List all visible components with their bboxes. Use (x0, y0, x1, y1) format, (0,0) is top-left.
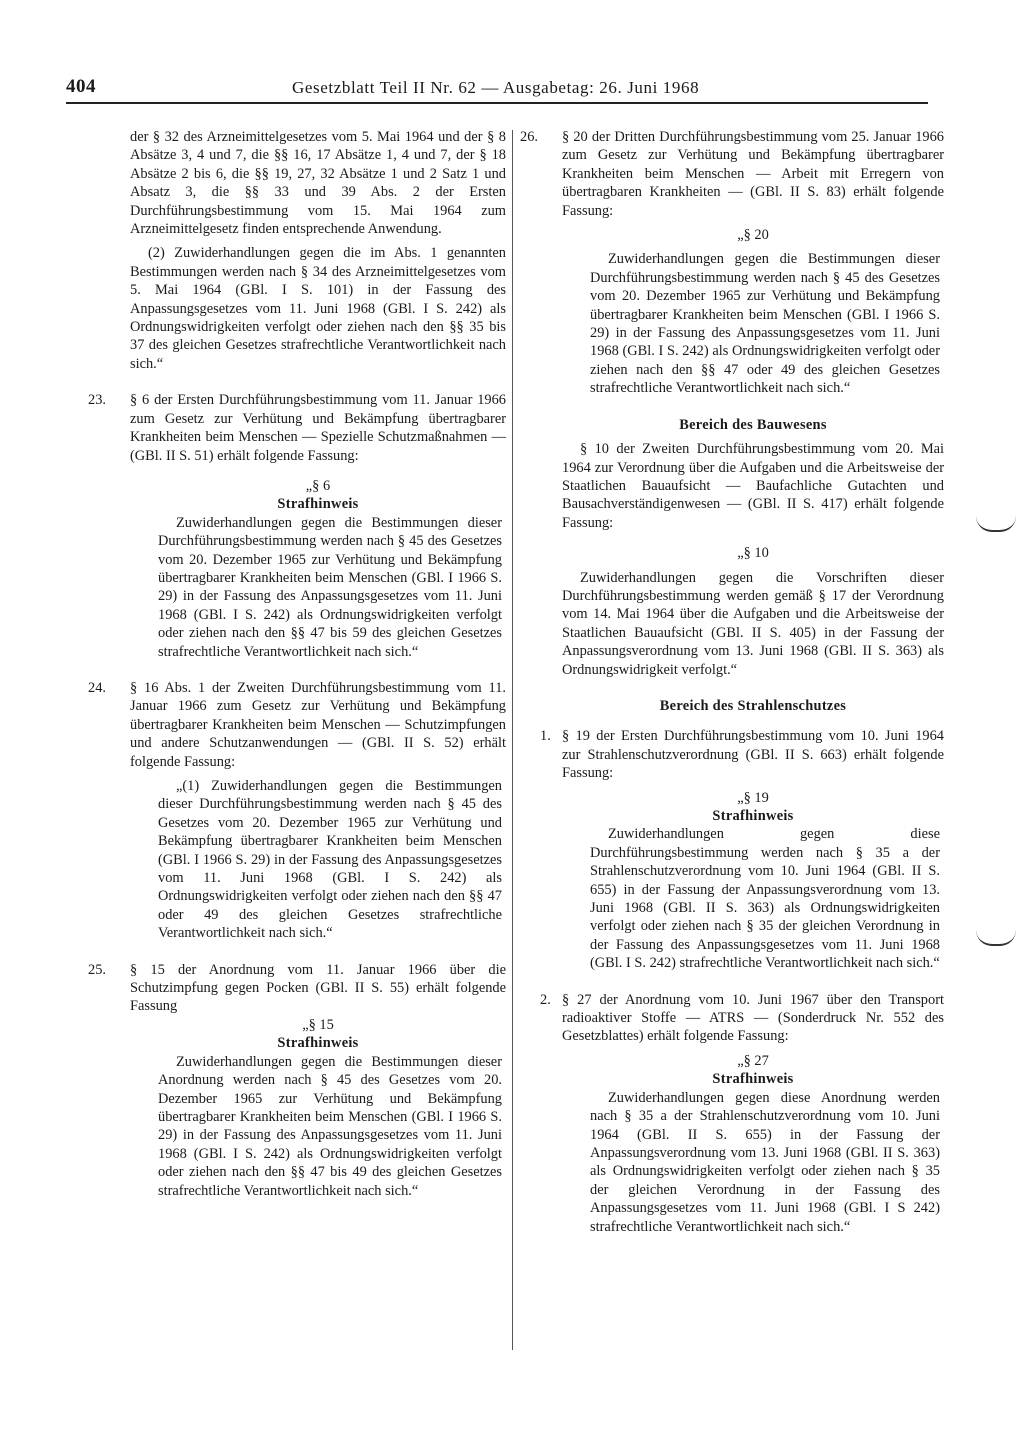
item-26 (520, 128, 944, 398)
item-intro: § 19 der Ersten Durchführungsbestimmung vom 10. Juni 1964 zur Strahlenschutzverordnung (GBl. II S. 663) erhält folgende Fassung: (562, 728, 944, 782)
section-heading: Strafhinweis (712, 808, 794, 824)
section-label: „§ 15 (302, 1016, 334, 1033)
page-header (66, 76, 928, 104)
continued-section (88, 128, 506, 373)
strahl-item-1 (520, 727, 944, 972)
binding-hole-mark (976, 930, 1016, 946)
section-body: Zuwiderhandlungen gegen die Vorschriften dieser Durchführungsbestimmung werden gemäß § 17 der Verordnung vom 14. Mai 1964 über die Aufgaben und die Arbeitsweise der Staatlichen Bauaufsicht (GBl. II S. 405) in der Fassung der Anpassungsverordnung vom 13. Juni 1968 (GBl. II S. 363) als Ordnungswidrigkeit verfolgt.“ (562, 569, 944, 678)
continued-paragraph: der § 32 des Arzneimittelgesetzes vom 5. Mai 1964 und der § 8 Absätze 3, 4 und 7, die §§ 16, 17 Absätze 1, 4 und 7, der § 18 Absätze 2 bis 6, die §§ 19, 27, 32 Absätze 1 und 2 Satz 1 und Absatz 3, die §§ 33 und 39 Abs. 2 der Ersten Durchführungsbestimmung vom 15. Mai 1964 zum Arzneimittelgesetz finden entsprechende Anwendung. (130, 129, 506, 238)
left-column (88, 128, 506, 1200)
item-24 (88, 679, 506, 943)
column-divider (512, 130, 513, 1350)
section-body: Zuwiderhandlungen gegen die Bestimmungen dieser Anordnung werden nach § 45 des Gesetzes vom 20. Dezember 1965 zur Verhütung und Bekämpfung übertragbarer Krankheiten beim Menschen (GBl. I 1966 S. 29) in der Fassung des Anpassungsgesetzes vom 11. Juni 1968 (GBl. I S. 242) als Ordnungswidrigkeiten verfolgt oder ziehen nach den §§ 47 bis 49 des gleichen Gesetzes strafrechtliche Verantwortlichkeit nach sich.“ (158, 1053, 502, 1199)
item-number: 23. (88, 392, 106, 409)
item-intro: § 6 der Ersten Durchführungsbestimmung vom 11. Januar 1966 zum Gesetz zur Verhütung und Bekämpfung übertragbarer Krankheiten beim Menschen — Spezielle Schutzmaßnahmen — (GBl. II S. 51) erhält folgende Fassung: (130, 392, 506, 464)
area-heading: Bereich des Strahlenschutzes (659, 697, 847, 714)
section-body: Zuwiderhandlungen gegen diese Durchführungsbestimmung werden nach § 35 a der Strahlenschutzverordnung vom 10. Juni 1964 (GBl. II S. 655) in der Fassung der Anpassungsverordnung vom 13. Juni 1968 (GBl. II S. 363) als Ordnungswidrigkeiten verfolgt oder ziehen nach § 35 der gleichen Verordnung in der Fassung des Anpassungsgesetzes vom 11. Juni 1968 (GBl. I S. 242) strafrechtliche Verantwortlichkeit nach sich.“ (590, 826, 940, 972)
item-number: 25. (88, 961, 106, 978)
item-intro: § 15 der Anordnung vom 11. Januar 1966 über die Schutzimpfung gegen Pocken (GBl. II S. 55) erhält folgende Fassung (130, 961, 506, 1015)
section-heading: Strafhinweis (277, 1035, 359, 1052)
section-body: Zuwiderhandlungen gegen diese Anordnung werden nach § 35 a der Strahlenschutzverordnung vom 10. Juni 1964 (GBl. II S. 655) in der Fassung der Anpassungsverordnung vom 13. Juni 1968 (GBl. II S. 363) als Ordnungswidrigkeiten verfolgt oder ziehen nach § 35 der gleichen Verordnung in der Fassung des Anpassungsgesetzes vom 11. Juni 1968 (GBl. I S 242) strafrechtliche Verantwortlichkeit nach sich.“ (590, 1089, 940, 1235)
section-label: „§ 19 (737, 789, 769, 806)
section-heading: Strafhinweis (277, 496, 359, 513)
item-intro: § 27 der Anordnung vom 10. Juni 1967 über den Transport radioaktiver Stoffe — ATRS — (Sonderdruck Nr. 552 des Gesetzblattes) erhält folgende Fassung: (562, 991, 944, 1045)
section-label: „§ 10 (737, 545, 769, 562)
area-intro: § 10 der Zweiten Durchführungsbestimmung vom 20. Mai 1964 zur Verordnung über die Aufgaben und die Arbeitsweise der Staatlichen Bauaufsicht — Baufachliche Gutachten und Bausachverständigenwesen — (GBl. II S. 417) erhält folgende Fassung: (562, 441, 944, 531)
item-number: 1. (540, 728, 551, 745)
item-number: 24. (88, 679, 106, 696)
section-body: „(1) Zuwiderhandlungen gegen die Bestimmungen dieser Durchführungsbestimmung werden nach § 45 des Gesetzes vom 20. Dezember 1965 zur Verhütung und Bekämpfung übertragbarer Krankheiten beim Menschen (GBl. I 1966 S. 29) in der Fassung des Anpassungsgesetzes vom 11. Juni 1968 (GBl. I S. 242) als Ordnungswidrigkeiten verfolgt oder ziehen nach den §§ 47 oder 49 des gleichen Gesetzes strafrechtliche Verantwortlichkeit nach sich.“ (158, 778, 502, 942)
section-body: Zuwiderhandlungen gegen die Bestimmungen dieser Durchführungsbestimmung werden nach § 45 des Gesetzes vom 20. Dezember 1965 zur Verhütung und Bekämpfung übertragbarer Krankheiten beim Menschen (GBl. I 1966 S. 29) in der Fassung des Anpassungsgesetzes vom 11. Juni 1968 (GBl. I S. 242) als Ordnungswidrigkeiten verfolgt oder ziehen nach den §§ 47 oder 49 des gleichen Gesetzes strafrechtliche Verantwortlichkeit nach sich.“ (590, 251, 940, 397)
section-label: „§ 27 (737, 1052, 769, 1069)
section-heading: Strafhinweis (712, 1071, 794, 1088)
right-column (520, 128, 944, 1236)
section-label: „§ 20 (737, 227, 769, 244)
section-strahlenschutz (520, 697, 944, 1236)
item-number: 26. (520, 129, 538, 145)
section-body: Zuwiderhandlungen gegen die Bestimmungen dieser Durchführungsbestimmung werden nach § 45 des Gesetzes vom 20. Dezember 1965 zur Verhütung und Bekämpfung übertragbarer Krankheiten beim Menschen (GBl. I 1966 S. 29) in der Fassung des Anpassungsgesetzes vom 11. Juni 1968 (GBl. I S. 242) als Ordnungswidrigkeiten verfolgt oder ziehen nach den §§ 47 bis 59 des gleichen Gesetzes strafrechtliche Verantwortlichkeit nach sich.“ (158, 514, 502, 660)
strahl-item-2 (520, 991, 944, 1236)
item-intro: § 16 Abs. 1 der Zweiten Durchführungsbestimmung vom 11. Januar 1966 zum Gesetz zur Verhütung und Bekämpfung übertragbarer Krankheiten beim Menschen — Schutzimpfungen und andere Schutzanwendungen — (GBl. II S. 52) erhält folgende Fassung: (130, 679, 506, 770)
header-title: Gesetzblatt Teil II Nr. 62 — Ausgabetag: 26. Juni 1968 (292, 78, 700, 97)
continued-paragraph-2: (2) Zuwiderhandlungen gegen die im Abs. 1 genannten Bestimmungen werden nach § 34 des Arzneimittelgesetzes vom 5. Mai 1964 (GBl. I S. 101) in der Fassung des Anpassungsgesetzes vom 11. Juni 1968 (GBl. I S. 242) als Ordnungswidrigkeiten verfolgt oder ziehen nach den §§ 35 bis 37 des gleichen Gesetzes strafrechtliche Verantwortlichkeit nach sich.“ (130, 245, 506, 372)
area-heading: Bereich des Bauwesens (679, 416, 827, 433)
item-intro: § 20 der Dritten Durchführungsbestimmung vom 25. Januar 1966 zum Gesetz zur Verhütung und Bekämpfung übertragbarer Krankheiten beim Menschen — Arbeit mit Erregern von übertragbaren Krankheiten — (GBl. II S. 83) erhält folgende Fassung: (562, 129, 944, 219)
item-number: 2. (540, 991, 551, 1008)
page-number: 404 (66, 76, 96, 97)
section-bauwesen (520, 416, 944, 679)
binding-hole-mark (976, 516, 1016, 532)
item-25 (88, 961, 506, 1200)
section-label: „§ 6 (305, 477, 331, 494)
item-23 (88, 391, 506, 661)
